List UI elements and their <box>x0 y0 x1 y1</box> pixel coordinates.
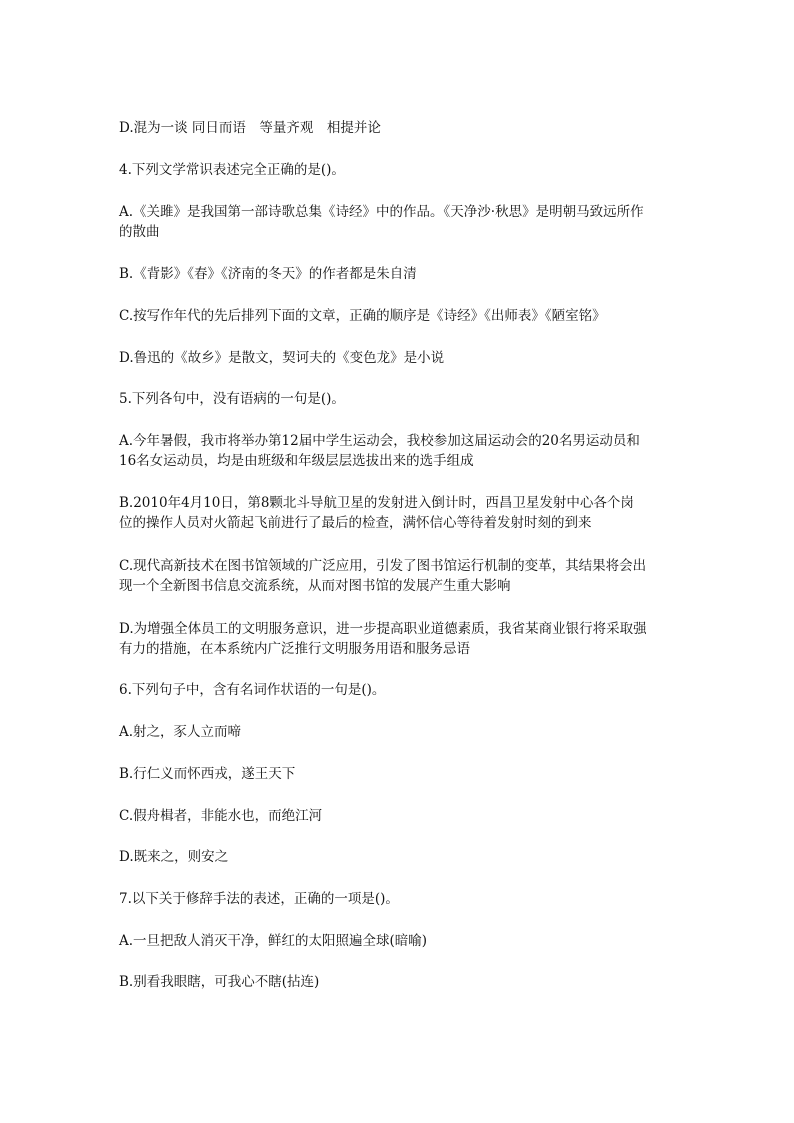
q5-option-c-line1: C.现代高新技术在图书馆领域的广泛应用，引发了图书馆运行机制的变革，其结果将会出 <box>119 558 647 574</box>
q5-option-c-line2: 现一个全新图书信息交流系统，从而对图书馆的发展产生重大影响 <box>119 578 511 594</box>
q4-option-c: C.按写作年代的先后排列下面的文章，正确的顺序是《诗经》《出师表》《陋室铭》 <box>119 308 606 324</box>
q5-option-a-line1: A.今年暑假，我市将举办第12届中学生运动会，我校参加这届运动会的20名男运动员和 <box>119 433 640 449</box>
q4-option-b: B.《背影》《春》《济南的冬天》的作者都是朱自清 <box>119 266 417 282</box>
q4-option-a-line2: 的散曲 <box>119 224 160 240</box>
q6-option-a: A.射之，豕人立而啼 <box>119 724 242 740</box>
q5-option-a-line2: 16名女运动员，均是由班级和年级层层选拔出来的选手组成 <box>119 453 474 469</box>
q7-stem: 7.以下关于修辞手法的表述，正确的一项是()。 <box>119 891 399 907</box>
q5-option-d-line1: D.为增强全体员工的文明服务意识，进一步提高职业道德素质，我省某商业银行将采取强 <box>119 621 647 637</box>
q5-option-d-line2: 有力的措施，在本系统内广泛推行文明服务用语和服务忌语 <box>119 641 470 657</box>
q6-option-b: B.行仁义而怀西戎，遂王天下 <box>119 766 296 782</box>
q5-option-b-line1: B.2010年4月10日，第8颗北斗导航卫星的发射进入倒计时，西昌卫星发射中心各个岗 <box>119 495 634 511</box>
q6-option-c: C.假舟楫者，非能水也，而绝江河 <box>119 808 323 824</box>
q4-stem: 4.下列文学常识表述完全正确的是()。 <box>119 162 345 178</box>
q6-option-d: D.既来之，则安之 <box>119 849 229 865</box>
q5-option-b-line2: 位的操作人员对火箭起飞前进行了最后的检查，满怀信心等待着发射时刻的到来 <box>119 515 592 531</box>
q4-option-a-line1: A.《关雎》是我国第一部诗歌总集《诗经》中的作品。《天净沙·秋思》是明朝马致远所作 <box>119 204 644 220</box>
q4-option-d: D.鲁迅的《故乡》是散文，契诃夫的《变色龙》是小说 <box>119 350 445 366</box>
q3-option-d: D.混为一谈 同日而语 等量齐观 相提并论 <box>119 120 381 136</box>
q6-stem: 6.下列句子中，含有名词作状语的一句是()。 <box>119 682 386 698</box>
q5-stem: 5.下列各句中，没有语病的一句是()。 <box>119 391 345 407</box>
q7-option-b: B.别看我眼瞎，可我心不瞎(拈连) <box>119 974 320 990</box>
q7-option-a: A.一旦把敌人消灭干净，鲜红的太阳照遍全球(暗喻) <box>119 933 428 949</box>
